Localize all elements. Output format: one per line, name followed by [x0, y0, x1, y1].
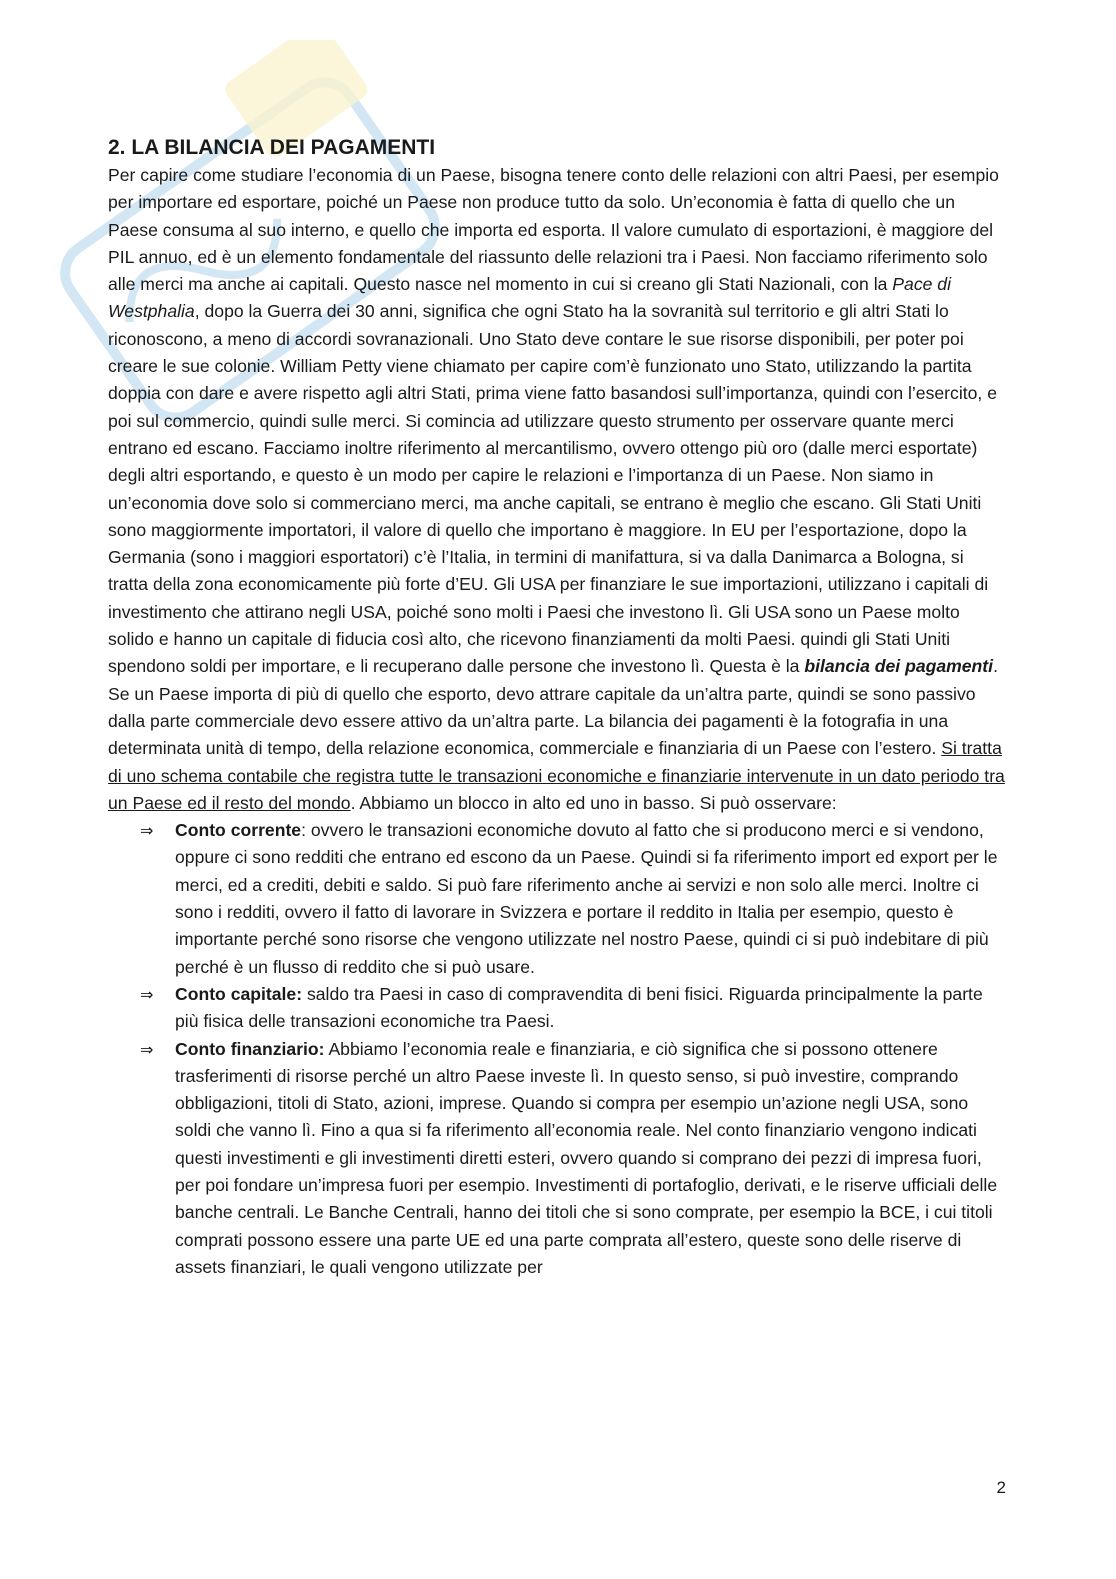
page-number: 2	[996, 1478, 1006, 1497]
account-list	[108, 817, 1008, 1281]
body-paragraph	[108, 162, 1008, 817]
list-item	[108, 981, 1008, 1036]
italic-term: Pace di Westphalia	[108, 274, 951, 322]
paragraph-text: . Abbiamo un blocco in alto ed uno in basso. Si può osservare:	[350, 792, 837, 813]
paragraph-text: , dopo la Guerra dei 30 anni, significa che ogni Stato ha la sovranità sul territorio e gli altri Stati lo riconoscono, a meno di accordi sovranazionali. Uno Stato deve contare le sue risorse disponibili, per poter poi creare le sue colonie. William Petty viene chiamato per capire com’è funzionato uno Stato, utilizzando la partita doppia con dare e avere rispetto agli altri Stati, prima viene fatto basandosi sull’importanza, quindi con l’esercito, e poi sul commercio, quindi sulle merci. Si comincia ad utilizzare questo strumento per osservare quante merci entrano ed escano. Facciamo inoltre riferimento al mercantilismo, ovvero ottengo più oro (dalle merci esportate) degli altri esportando, e questo è un modo per capire le relazioni e l’importanza di un Paese. Non siamo in un’economia dove solo si commerciano merci, ma anche capitali, se entrano è meglio che escano. Gli Stati Uniti sono maggiormente importatori, il valore di quello che importano è maggiore. In EU per l’esportazione, dopo la Germania (sono i maggiori esportatori) c’è l’Italia, in termini di manifattura, si va dalla Danimarca a Bologna, si tratta della zona economicamente più forte d’EU. Gli USA per finanziare le sue importazioni, utilizzano i capitali di investimento che attirano negli USA, poiché sono molti i Paesi che investono lì. Gli USA sono un Paese molto solido e hanno un capitale di fiducia così alto, che ricevono finanziamenti da molti Paesi. quindi gli Stati Uniti spendono soldi per importare, e li recuperano dalle persone che investono lì. Questa è la	[108, 301, 997, 677]
paragraph-text: . Se un Paese importa di più di quello che esporto, devo attrare capitale da un’altra parte, quindi se sono passivo dalla parte commerciale devo essere attivo da un’altra parte. La bilancia dei pagamenti è la fotografia in una determinata unità di tempo, della relazione economica, commerciale e finanziaria di un Paese con l’estero.	[108, 656, 998, 759]
item-text: saldo tra Paesi in caso di compravendita di beni fisici. Riguarda principalmente la parte più fisica delle transazioni economiche tra Paesi.	[175, 983, 983, 1032]
underlined-definition: Si tratta di uno schema contabile che registra tutte le transazioni economiche e finanziarie intervenute in un dato periodo tra un Paese ed il resto del mondo	[108, 738, 1005, 813]
item-term: Conto capitale:	[175, 983, 303, 1004]
list-item	[108, 817, 1008, 981]
section-heading: 2. LA BILANCIA DEI PAGAMENTI	[108, 136, 436, 159]
key-term: bilancia dei pagamenti	[804, 656, 994, 677]
arrow-icon: ⇒	[140, 984, 154, 1004]
document-page	[108, 134, 1008, 1281]
paragraph-text: Per capire come studiare l’economia di un Paese, bisogna tenere conto delle relazioni con altri Paesi, per esempio per importare ed esportare, poiché un Paese non produce tutto da solo. Un’economia è fatta di quello che un Paese consuma al suo interno, e quello che importa ed esporta. Il valore cumulato di esportazioni, è maggiore del PIL annuo, ed è un elemento fondamentale del riassunto delle relazioni tra i Paesi. Non facciamo riferimento solo alle merci ma anche ai capitali. Questo nasce nel momento in cui si creano gli Stati Nazionali, con la	[108, 165, 999, 295]
item-term: Conto corrente	[175, 820, 302, 841]
item-text: Abbiamo l’economia reale e finanziaria, e ciò significa che si possono ottenere trasferimenti di risorse perché un altro Paese investe lì. In questo senso, si può investire, comprando obbligazioni, titoli di Stato, azioni, imprese. Quando si compra per esempio un’azione negli USA, sono soldi che vanno lì. Fino a qua si fa riferimento all’economia reale. Nel conto finanziario vengono indicati questi investimenti e gli investimenti diretti esteri, ovvero quando si comprano dei pezzi di impresa fuori, per poi fondare un’impresa fuori per esempio. Investimenti di portafoglio, derivati, e le riserve ufficiali delle banche centrali. Le Banche Centrali, hanno dei titoli che si sono comprate, per esempio la BCE, i cui titoli comprati possono essere una parte UE ed una parte comprata all’estero, queste sono delle riserve di assets finanziari, le quali vengono utilizzate per	[175, 1038, 998, 1277]
item-term: Conto finanziario:	[175, 1038, 325, 1059]
item-text: : ovvero le transazioni economiche dovuto al fatto che si producono merci e si vendono, oppure ci sono redditi che entrano ed escono da un Paese. Quindi si fa riferimento import ed export per le merci, ed a crediti, debiti e saldo. Si può fare riferimento anche ai servizi e non solo alle merci. Inoltre ci sono i redditi, ovvero il fatto di lavorare in Svizzera e portare il reddito in Italia per esempio, questo è importante perché sono risorse che vengono utilizzate nel nostro Paese, quindi ci si può indebitare di più perché è un flusso di reddito che si può usare.	[175, 820, 998, 977]
arrow-icon: ⇒	[140, 821, 154, 841]
arrow-icon: ⇒	[140, 1039, 154, 1059]
list-item	[108, 1036, 1008, 1282]
